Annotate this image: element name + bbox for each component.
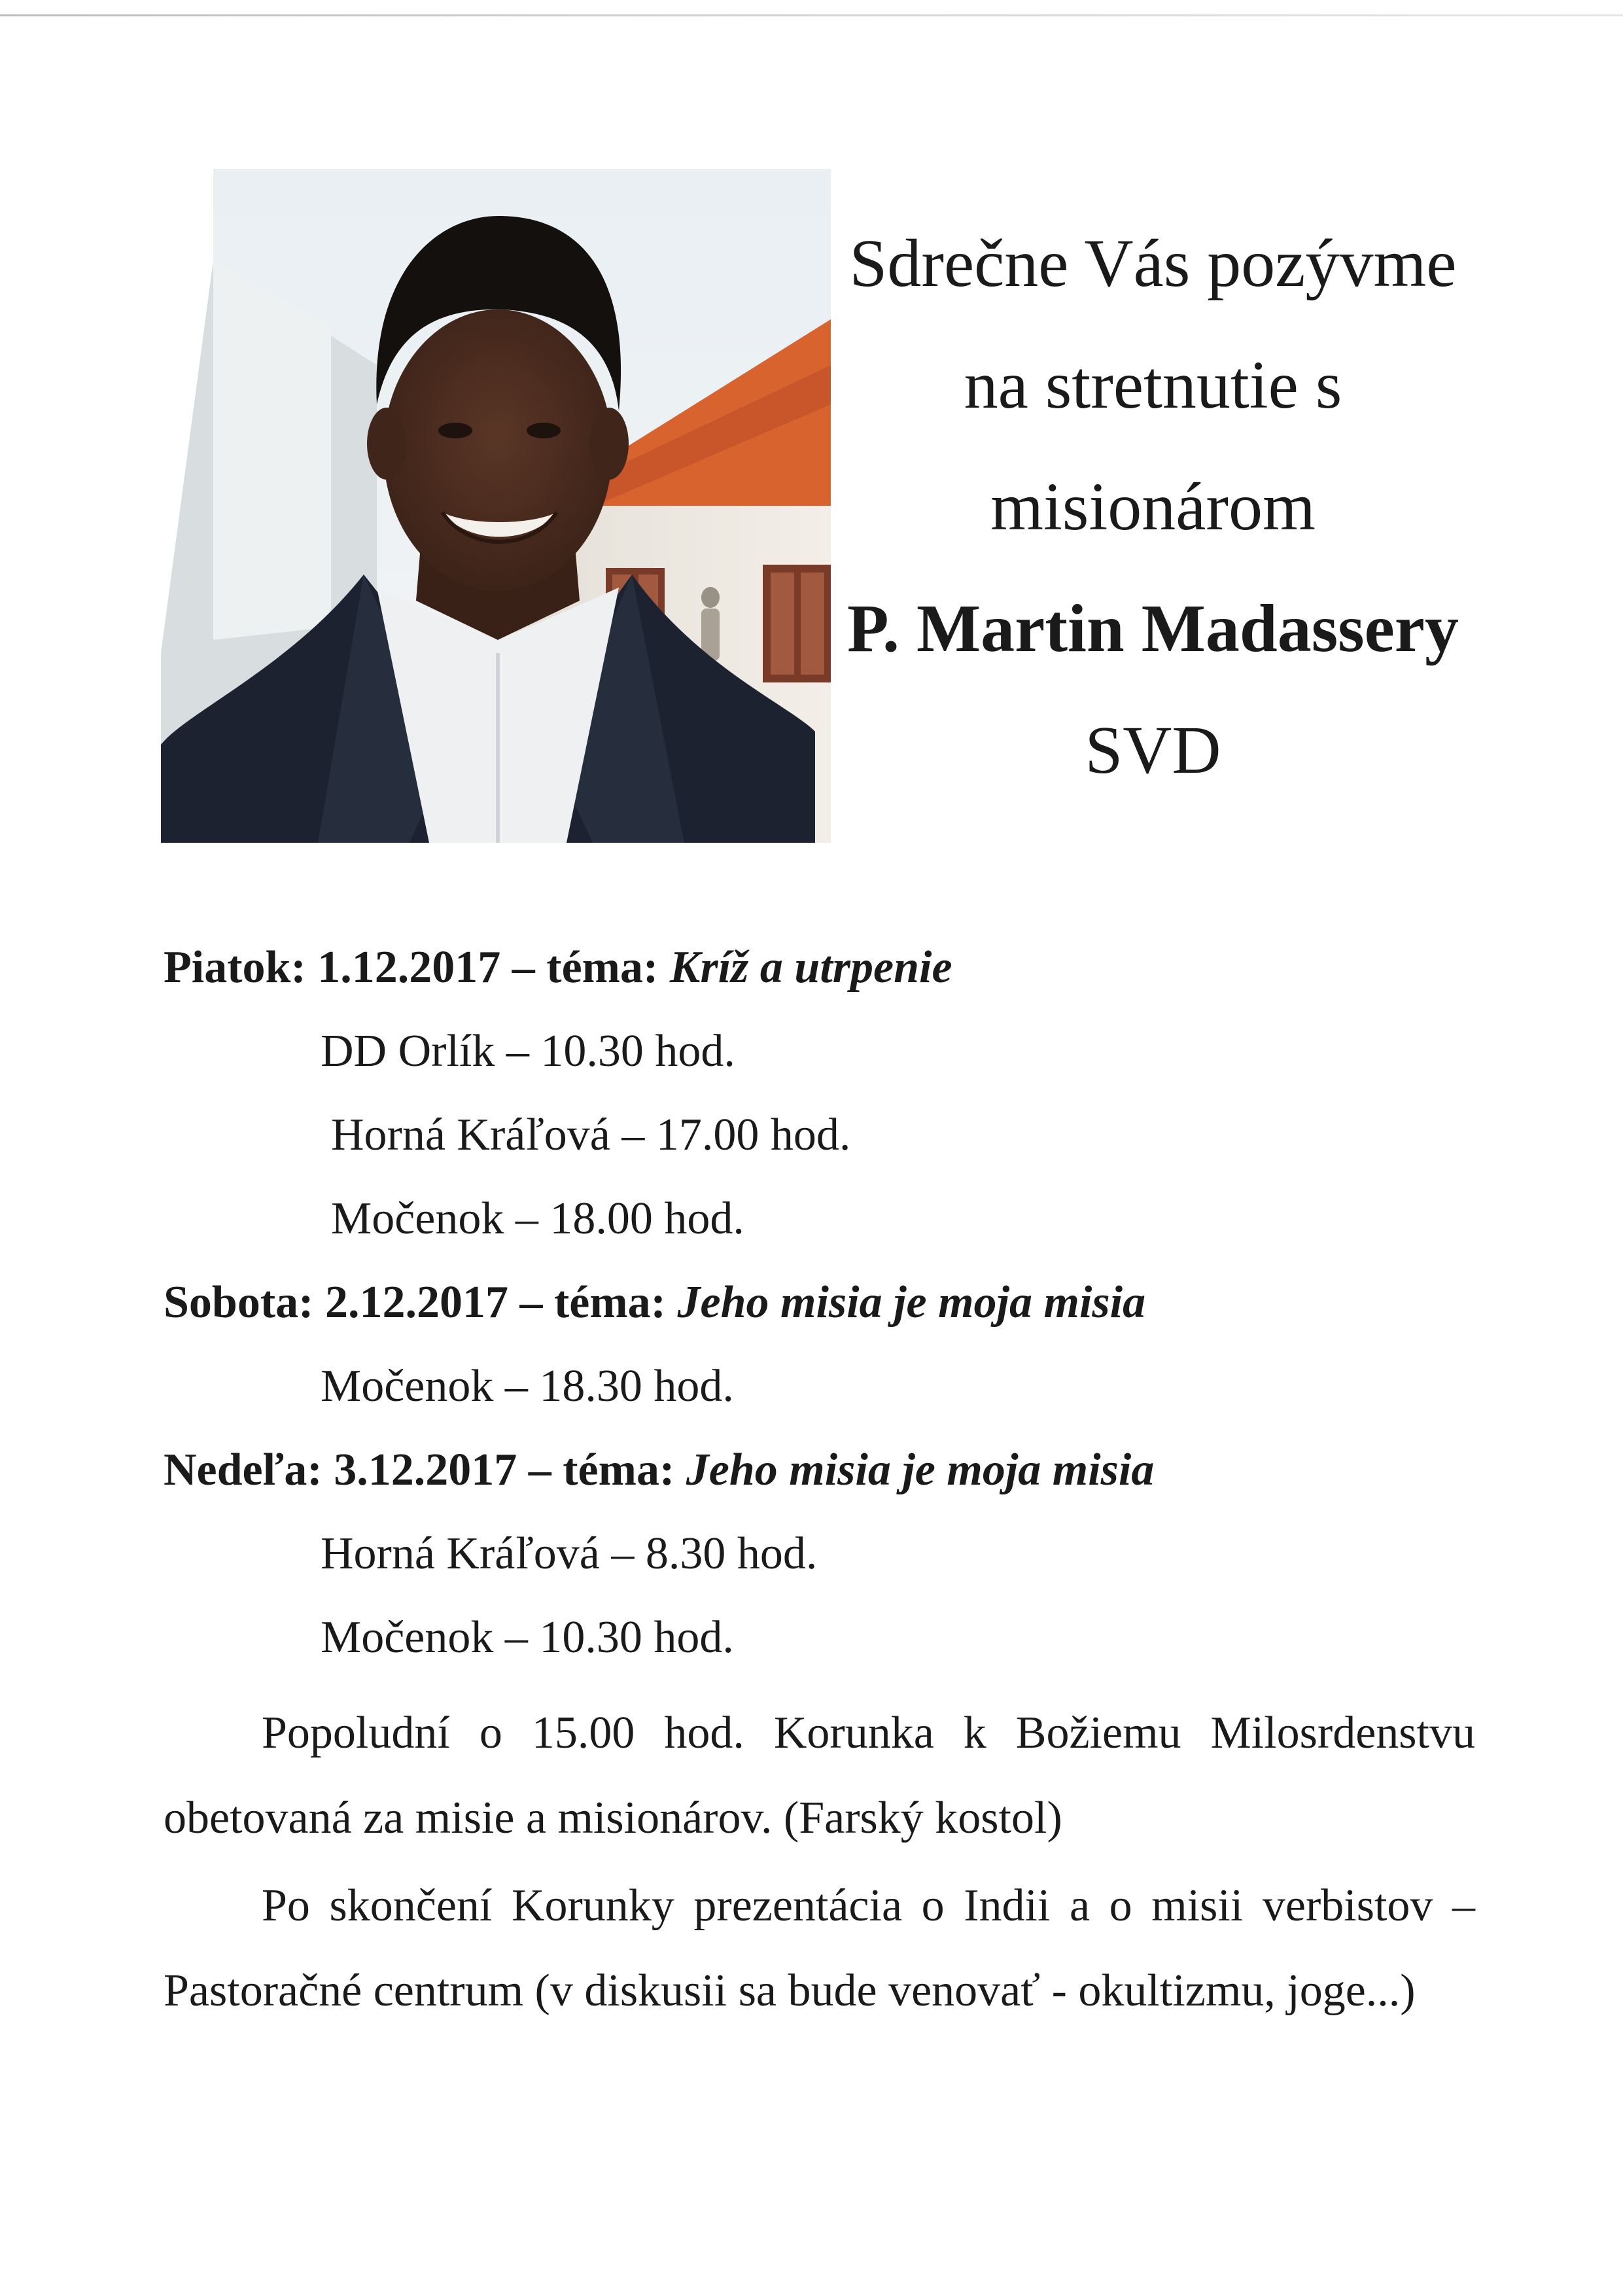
presentation-text: Po skončení Korunky prezentácia o Indii a o misii verbistov – Pastoračné centrum (v diskusii sa bude venovať - okultizmu, joge...) (164, 1881, 1475, 2016)
event-schedule (164, 926, 1478, 1680)
schedule-slot: Močenok – 18.30 hod. (321, 1361, 734, 1411)
invitation-line-3: misionárom (990, 469, 1316, 544)
invitation-line-2: na stretnutie s (964, 347, 1342, 423)
portrait-photo-icon (161, 169, 831, 843)
day-label: Sobota: (164, 1277, 314, 1328)
theme-label: téma: (546, 942, 659, 993)
day-theme: Kríž a utrpenie (669, 942, 952, 993)
day-label: Nedeľa: (164, 1445, 323, 1495)
schedule-slot: DD Orlík – 10.30 hod. (321, 1026, 735, 1076)
day-theme: Jeho misia je moja misia (686, 1445, 1155, 1495)
day-date: 1.12.2017 (317, 942, 501, 993)
afternoon-program-text: Popoludní o 15.00 hod. Korunka k Božiemu Milosrdenstvu obetovaná za misie a misionárov. (Farský kostol) (164, 1708, 1475, 1843)
schedule-day-friday (164, 926, 1478, 1010)
schedule-day-saturday (164, 1261, 1478, 1345)
theme-label: téma: (563, 1445, 675, 1495)
invitation-line-1: Sdrečne Vás pozývme (849, 226, 1457, 301)
missionary-portrait-photo (161, 169, 831, 843)
schedule-day-sunday (164, 1428, 1478, 1512)
day-theme: Jeho misia je moja misia (677, 1277, 1146, 1328)
missionary-name: P. Martin Madassery (847, 591, 1459, 666)
day-label: Piatok: (164, 942, 306, 993)
scan-edge-line (0, 14, 1623, 16)
day-date: 2.12.2017 (324, 1277, 508, 1328)
missionary-order: SVD (1085, 713, 1221, 788)
day-dash: – (512, 942, 535, 993)
day-date: 3.12.2017 (334, 1445, 517, 1495)
schedule-slot: Horná Kráľová – 8.30 hod. (321, 1528, 818, 1579)
schedule-slot: Močenok – 18.00 hod. (331, 1193, 744, 1244)
invitation-heading (821, 203, 1485, 811)
presentation-paragraph (164, 1863, 1475, 2034)
schedule-slot: Horná Kráľová – 17.00 hod. (331, 1110, 851, 1160)
afternoon-program-paragraph (164, 1691, 1475, 1861)
schedule-slot: Močenok – 10.30 hod. (321, 1612, 734, 1663)
theme-label: téma: (553, 1277, 666, 1328)
day-dash: – (528, 1445, 551, 1495)
day-dash: – (519, 1277, 543, 1328)
